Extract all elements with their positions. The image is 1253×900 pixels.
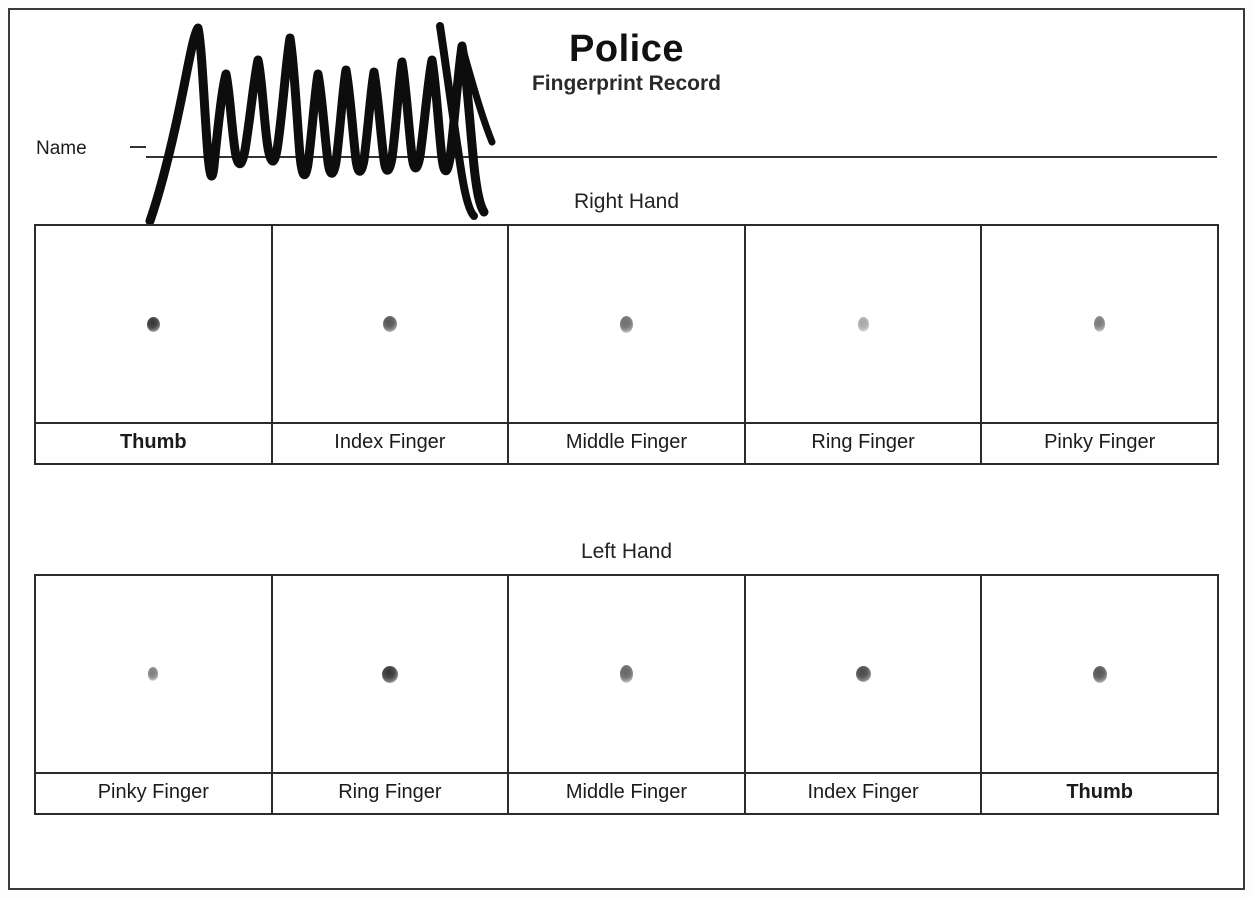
fingerprint-impression-area[interactable] — [36, 226, 271, 422]
left-hand-grid — [34, 574, 1219, 815]
fingerprint-cell[interactable] — [746, 226, 983, 463]
fingerprint-smudge — [858, 317, 869, 332]
fingerprint-impression-area[interactable] — [273, 226, 508, 422]
fingerprint-cell[interactable] — [982, 226, 1217, 463]
fingerprint-cell-label: Pinky Finger — [982, 422, 1217, 463]
fingerprint-impression-area[interactable] — [273, 576, 508, 772]
fingerprint-cell-label: Ring Finger — [746, 422, 981, 463]
fingerprint-cell-label: Thumb — [36, 422, 271, 463]
page-title: Police — [569, 28, 684, 70]
fingerprint-smudge — [620, 665, 633, 683]
page-subtitle: Fingerprint Record — [531, 71, 721, 95]
fingerprint-impression-area[interactable] — [746, 576, 981, 772]
fingerprint-cell-label: Middle Finger — [509, 422, 744, 463]
section-right-hand — [34, 190, 1219, 465]
fingerprint-impression-area[interactable] — [982, 226, 1217, 422]
fingerprint-cell[interactable] — [982, 576, 1217, 813]
fingerprint-smudge — [1093, 666, 1107, 683]
left-hand-heading: Left Hand — [580, 540, 673, 563]
section-left-hand — [34, 540, 1219, 815]
fingerprint-cell[interactable] — [273, 226, 510, 463]
name-label: Name — [36, 138, 87, 159]
fingerprint-cell-label: Thumb — [982, 772, 1217, 813]
fingerprint-impression-area[interactable] — [746, 226, 981, 422]
fingerprint-smudge — [620, 316, 633, 333]
fingerprint-smudge — [383, 316, 397, 332]
fingerprint-cell[interactable] — [746, 576, 983, 813]
fingerprint-impression-area[interactable] — [36, 576, 271, 772]
fingerprint-cell[interactable] — [509, 576, 746, 813]
fingerprint-cell-label: Index Finger — [746, 772, 981, 813]
fingerprint-cell-label: Index Finger — [273, 422, 508, 463]
fingerprint-smudge — [382, 666, 398, 683]
fingerprint-smudge — [1094, 316, 1105, 332]
right-hand-heading: Right Hand — [573, 190, 680, 213]
fingerprint-cell-label: Pinky Finger — [36, 772, 271, 813]
fingerprint-smudge — [148, 667, 158, 681]
fingerprint-cell[interactable] — [509, 226, 746, 463]
fingerprint-smudge — [147, 317, 160, 332]
fingerprint-impression-area[interactable] — [509, 576, 744, 772]
fingerprint-cell[interactable] — [36, 226, 273, 463]
fingerprint-impression-area[interactable] — [982, 576, 1217, 772]
fingerprint-cell-label: Ring Finger — [273, 772, 508, 813]
name-row — [36, 128, 1217, 168]
fingerprint-cell[interactable] — [273, 576, 510, 813]
fingerprint-cell[interactable] — [36, 576, 273, 813]
fingerprint-impression-area[interactable] — [509, 226, 744, 422]
right-hand-grid — [34, 224, 1219, 465]
fingerprint-cell-label: Middle Finger — [509, 772, 744, 813]
fingerprint-smudge — [856, 666, 871, 682]
